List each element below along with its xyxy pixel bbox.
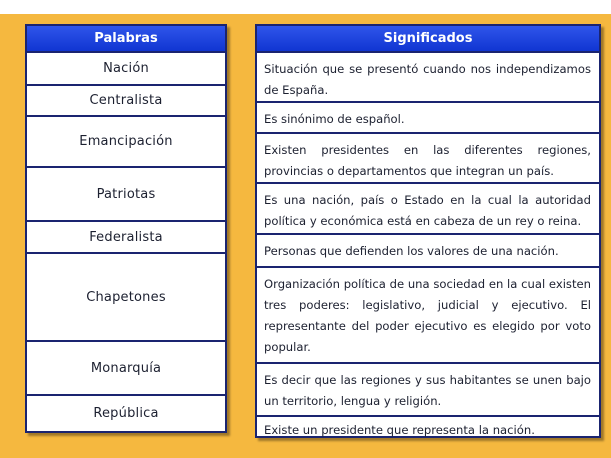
- meaning-cell[interactable]: Es una nación, país o Estado en la cual la autoridad política y económica está en cabeza de un rey o reina.: [257, 184, 599, 235]
- word-cell[interactable]: Chapetones: [27, 254, 225, 342]
- word-cell[interactable]: República: [93, 406, 159, 421]
- meaning-cell[interactable]: Situación que se presentó cuando nos independizamos de España.: [257, 53, 599, 103]
- words-table: [25, 24, 227, 433]
- word-cell[interactable]: Emancipación: [27, 117, 225, 168]
- meanings-table: [255, 24, 601, 438]
- meaning-cell[interactable]: Existe un presidente que representa la nación.: [264, 423, 535, 437]
- top-white-strip: [0, 0, 611, 14]
- meanings-header: Significados: [257, 26, 599, 53]
- meaning-cell[interactable]: Es sinónimo de español.: [257, 103, 599, 134]
- word-cell[interactable]: Monarquía: [27, 342, 225, 396]
- meaning-cell[interactable]: Existen presidentes en las diferentes regiones, provincias o departamentos que integran un país.: [257, 134, 599, 184]
- words-header: Palabras: [27, 26, 225, 53]
- meaning-cell[interactable]: Organización política de una sociedad en la cual existen tres poderes: legislativo, judicial y ejecutivo. El representante del poder ejecutivo es elegido por voto popular.: [257, 268, 599, 364]
- word-cell[interactable]: Federalista: [27, 222, 225, 254]
- word-cell[interactable]: Patriotas: [27, 168, 225, 222]
- meaning-cell[interactable]: Personas que defienden los valores de una nación.: [257, 235, 599, 268]
- word-cell[interactable]: Nación: [27, 53, 225, 86]
- meaning-cell[interactable]: Es decir que las regiones y sus habitantes se unen bajo un territorio, lengua y religión.: [257, 364, 599, 417]
- word-cell[interactable]: Centralista: [27, 86, 225, 117]
